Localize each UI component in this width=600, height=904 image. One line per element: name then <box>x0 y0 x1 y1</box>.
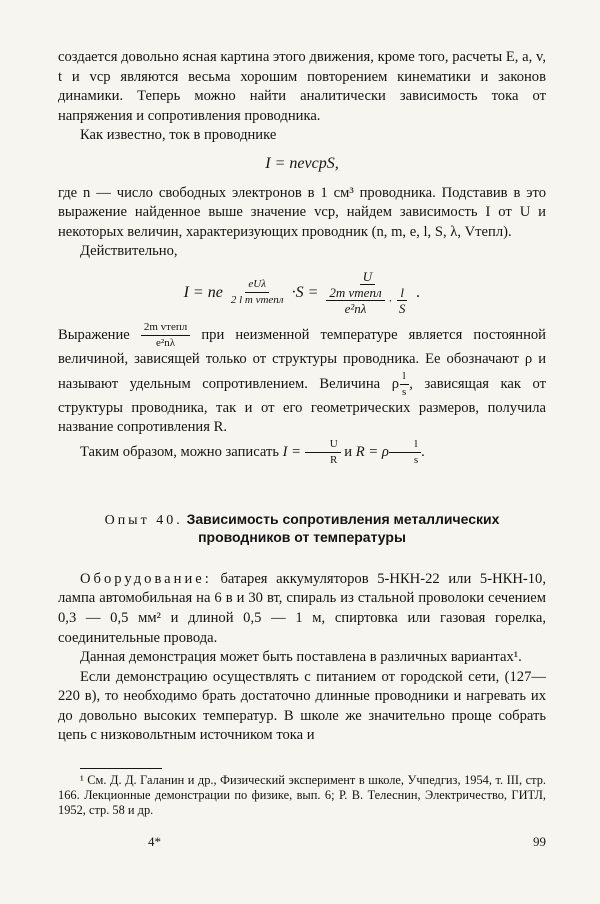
paragraph: где n — число свободных электронов в 1 см³ проводника. Подставив в это выражение найденное выше значение vср, найдем зависимость I от U и некоторых величин, характеризующих проводник (n, m, e, l, S, λ, Vтепл). <box>58 184 546 240</box>
footnote: ¹ См. Д. Д. Галанин и др., Физический эксперимент в школе, Учпедгиз, 1954, т. III, стр. 166. Лекционные демонстрации по физике, вып. 6; Р. В. Телеснин, Электричество, ГИТЛ, 1952, стр. 58 и др. <box>58 773 546 818</box>
paragraph: создается довольно ясная картина этого движения, кроме того, расчеты E, a, v, t и vср являются весьма хорошим повторением кинематики и законов динамики. Теперь можно найти аналитически зависимость тока от напряжения и сопротивления проводника. <box>58 49 546 124</box>
numerator: l <box>389 438 420 453</box>
denominator: e²nλ <box>156 336 176 349</box>
paragraph: Таким образом, можно записать I = $\frac{U}{R}$ и R = ρ $\frac{l}{s}$ . <box>80 437 425 466</box>
formula-derivation: I = ne $\frac{\text{eUλ}}{\text{2 l m vтепл}}$ ·S = U $\frac{\text{2m vтепл}}{\text{e²nλ}}$ · $\frac{l}{S}$ . <box>183 268 421 316</box>
heading-line: Зависимость сопротивления металлических <box>186 510 500 527</box>
denominator: R <box>329 453 338 466</box>
numerator: eUλ <box>245 278 269 293</box>
numerator: U <box>305 438 341 453</box>
denominator: s <box>401 385 407 398</box>
rho-symbol: ρ <box>391 375 399 392</box>
denominator: $\frac{\text{2m vтепл}}{\text{e²nλ}}$ · $\frac{l}{S}$ <box>323 285 411 315</box>
text: Выражение <box>58 326 130 343</box>
page-body <box>58 48 546 818</box>
fraction <box>141 321 190 350</box>
text: , зависящая как от структуры проводника, так и от его геометрических размеров, получила название сопротивления R. <box>58 375 546 436</box>
fraction <box>399 370 409 399</box>
page-number: 99 <box>533 834 546 849</box>
denominator: 2 l m vтепл <box>230 293 284 306</box>
fraction <box>228 278 287 307</box>
formula: R = ρ <box>355 443 389 460</box>
fraction <box>396 286 409 315</box>
text: при неизменной температуре является постоянной величиной, зависящей только от структуры проводника. Ее обозначают ρ и называют удельным сопротивлением. Величина <box>58 326 546 392</box>
paragraph: Данная демонстрация может быть поставлена в различных вариантах¹. <box>80 649 522 666</box>
numerator: U <box>360 270 375 285</box>
fraction <box>323 270 411 315</box>
fraction <box>326 286 384 315</box>
paragraph <box>58 321 546 438</box>
equipment-label: Оборудование: <box>80 570 212 587</box>
paragraph: Действительно, <box>80 243 178 260</box>
fraction <box>389 438 421 467</box>
footnote-divider <box>80 768 162 769</box>
formula-current: I = nevсрS, <box>265 154 339 172</box>
text: и <box>344 443 353 460</box>
formula: I = <box>282 443 302 460</box>
numerator: l <box>397 286 407 301</box>
denominator: S <box>398 300 406 316</box>
text: батарея аккумуляторов 5-НКН-22 или 5-НКН-10, лампа автомобильная на 6 в и 30 вт, спираль из стальной проволоки сечением 0,3 — 0,5 мм² и длиной 0,5 — 1 м, спиртовка или газовая горелка, соединительные провода. <box>58 570 546 646</box>
numerator: 2m vтепл <box>326 286 384 301</box>
numerator: 2m vтепл <box>141 321 190 336</box>
formula-lhs: I = ne <box>183 283 223 301</box>
text: Таким образом, можно записать <box>80 443 280 460</box>
signature-mark: 4* <box>148 834 161 849</box>
heading-line: проводников от температуры <box>198 528 406 545</box>
paragraph: Если демонстрацию осуществлять с питанием от городской сети, (127—220 в), то необходимо брать достаточно длинные проводники и нагревать их до довольно высоких температур. В школе же значительно проще собрать цепь с низковольтным источником тока и <box>58 668 546 744</box>
experiment-label: Опыт 40. <box>104 512 183 528</box>
paragraph: Как известно, ток в проводнике <box>80 127 277 144</box>
paragraph <box>58 570 546 648</box>
section-heading <box>58 511 546 546</box>
denominator: e²nλ <box>344 300 367 316</box>
numerator: l <box>400 370 409 385</box>
formula-mid: ·S = <box>291 283 319 301</box>
denominator: s <box>413 453 419 466</box>
fraction <box>305 438 341 467</box>
